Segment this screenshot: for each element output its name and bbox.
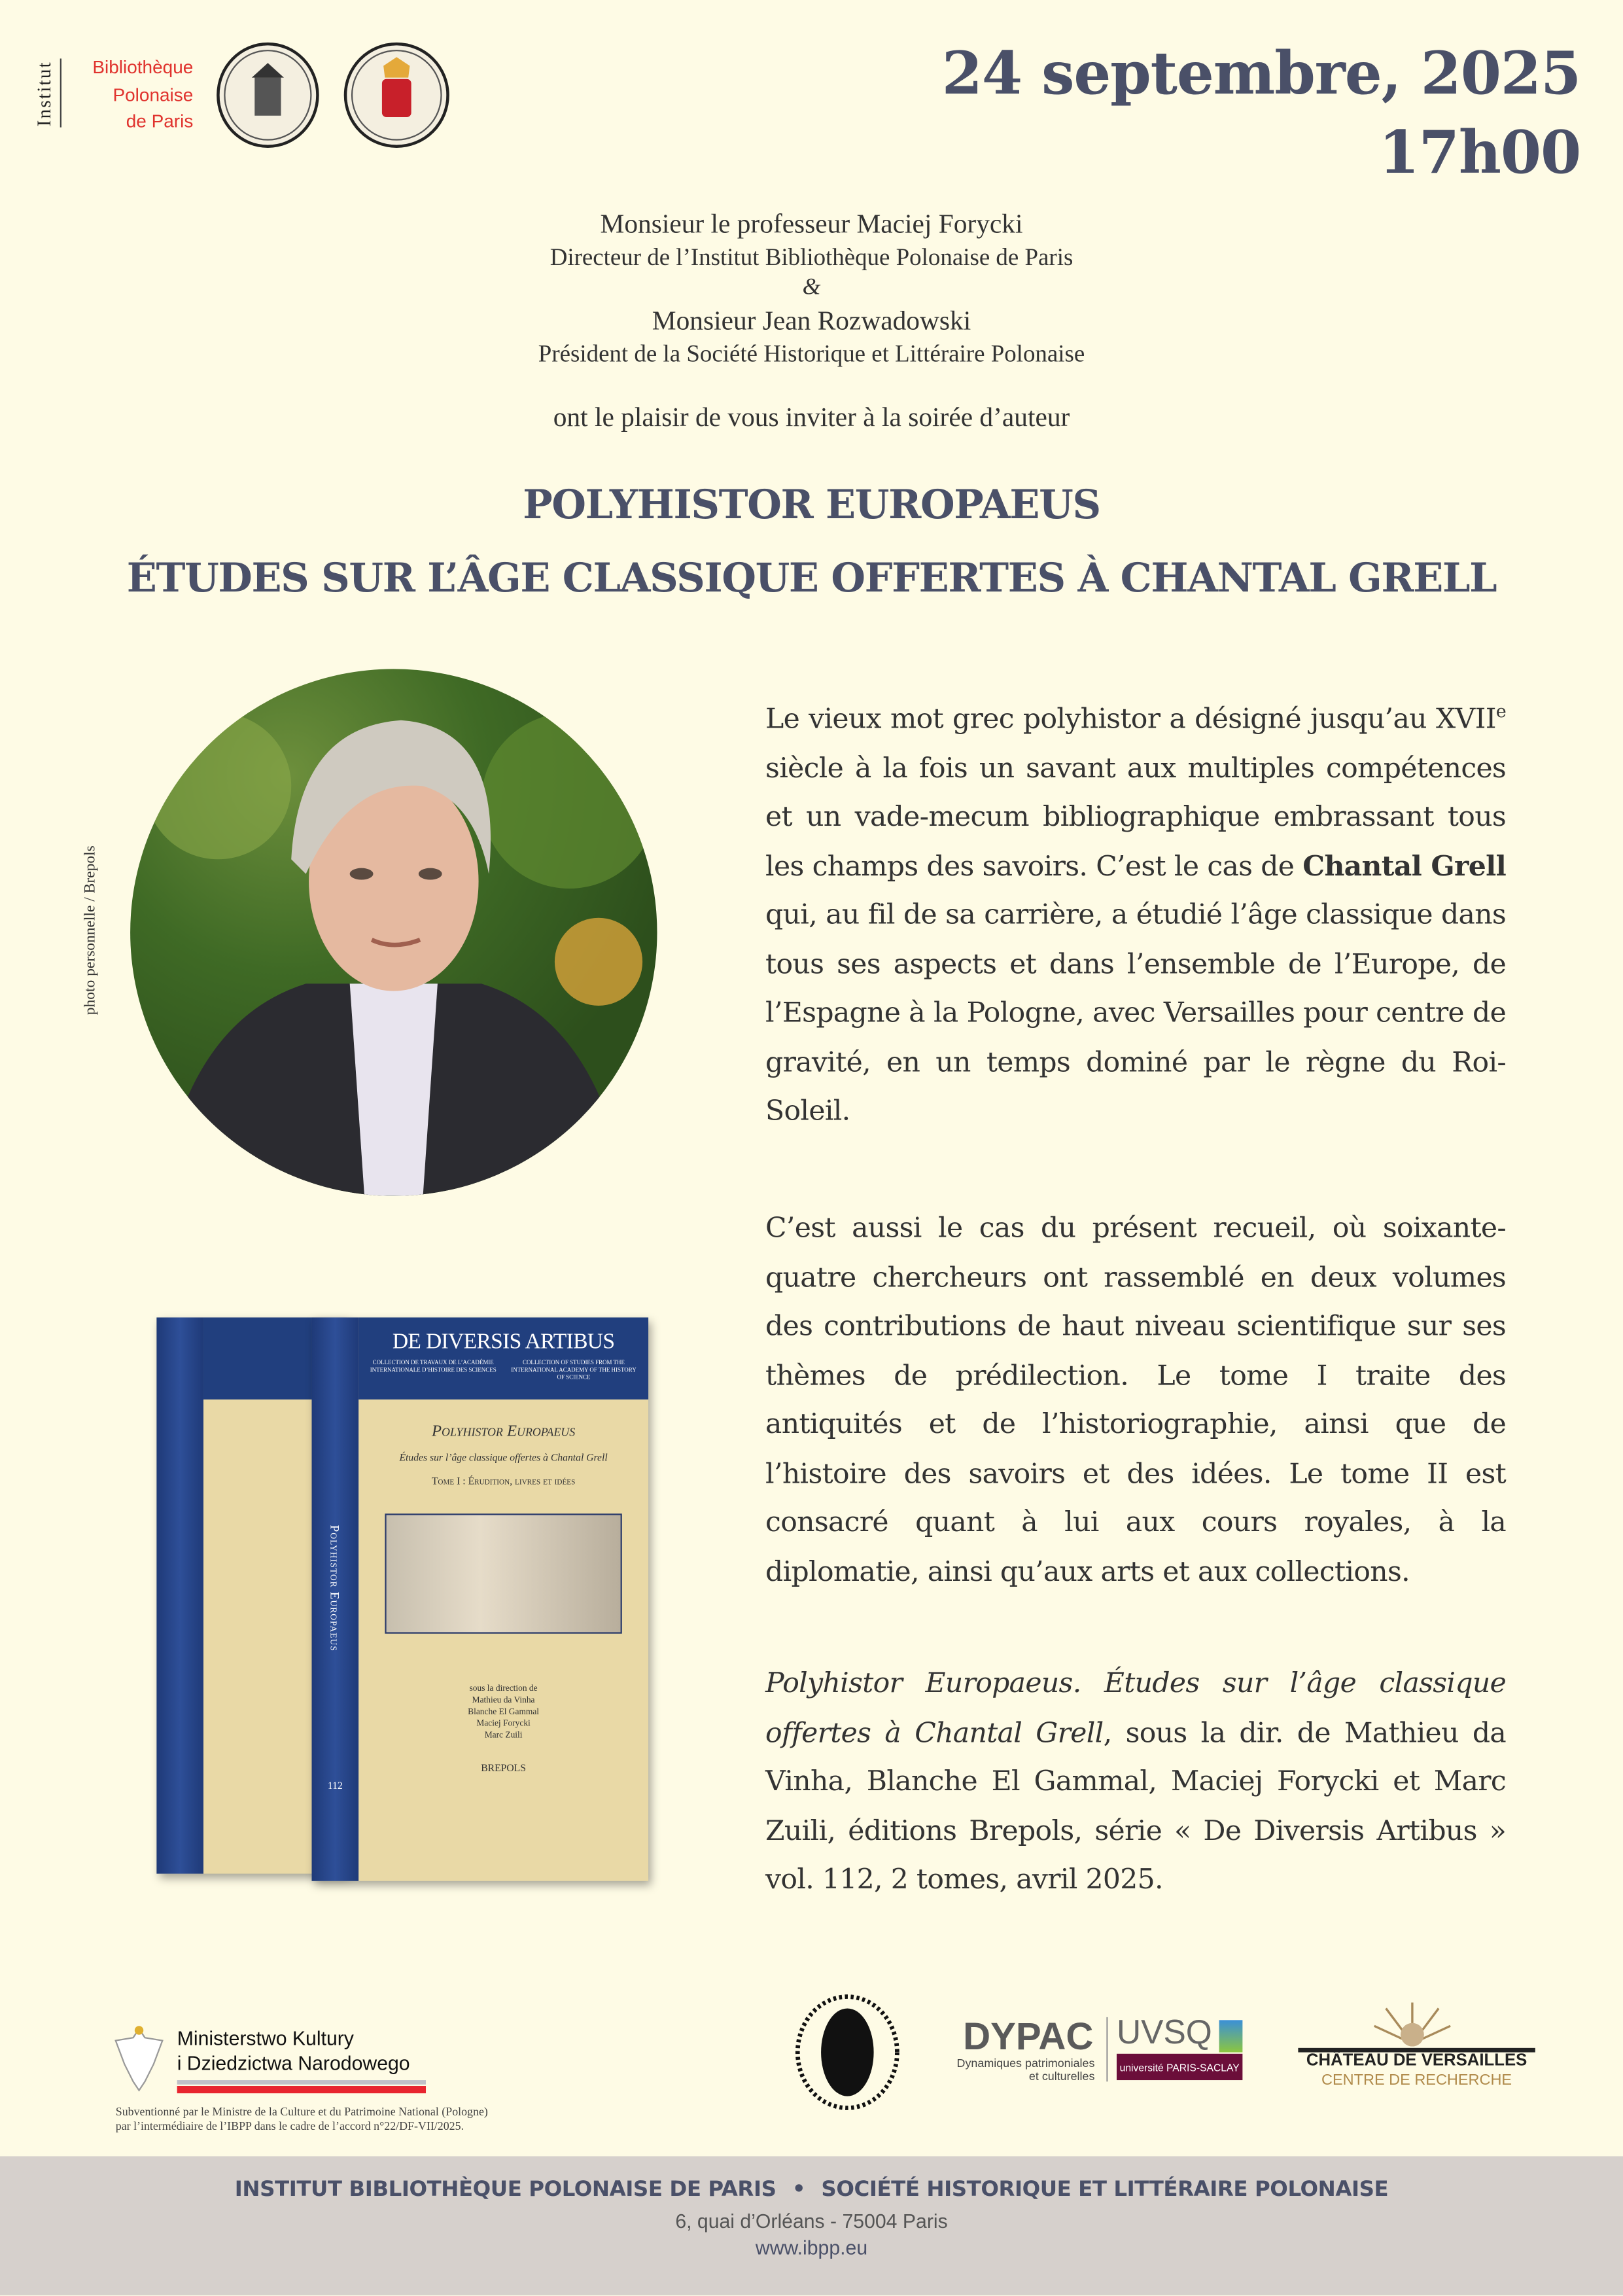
paragraph-intro: Le vieux mot grec polyhistor a désigné jusqu’au XVIIe siècle à la fois un savant aux multiples compétences et un vade-mecum bibliographique embrassant tous les champs des savoirs. C’est le cas de Chantal Grell qui, au fil de sa carrière, a étudié l’âge classique dans tous ses aspects et dans l’ensemble de l’Europe, de l’Espagne à la Pologne, avec Versailles pour centre de gravité, en un temps dominé par le règne du Roi-Soleil.: [765, 701, 1507, 1128]
event-date: 24 septembre, 2025 17h00: [942, 35, 1580, 194]
ministry-logo-text: Ministerstwo Kultury i Dziedzictwa Narodowego: [177, 2027, 410, 2075]
invitation-line: ont le plaisir de vous inviter à la soirée d’auteur: [553, 404, 1070, 434]
invitation-page: Institut Bibliothèque Polonaise de Paris 24 septembre, 2025 17h00 Monsieur le professeur Maciej Forycki Directeur de l’Institut Bibliothèque Polonaise de Paris & Monsieur Jean Rozwadowski Président de la Société Historique et Littéraire Polonaise ont le plaisir de vous inviter à la soirée d’auteur POLYHISTOR EUROPAEUS ÉTUDES SUR L’ÂGE CLASSIQUE OFFERTES À CHANTAL GRELL photo personnelle / Brepols Le vieux mot grec polyhistor a désigné jusqu’au XVIIe siècle à la fois un savant aux multiples compétences et un vade-mecum bibliographique embrassant tous les champs des savoirs. C’est le cas de Chantal Grell qui, au fil de sa carrière, a étudié l’âge classique dans tous ses aspects et dans l’ensemble de l’Europe, de l’Espagne à la Pologne, avec Versailles pour centre de gravité, en un temps dominé par le règne du Roi-Soleil. C’est aussi le cas du présent recueil, où soixante-quatre chercheurs ont rassemblé en deux volumes des contributions de haut niveau scientifique sur ses thèmes de prédilection. Le tome I traite des antiquités et de l’historiographie, ainsi que de l’histoire des savoirs et des idées. Le tome II est consacré quant à lui aux cours royales, à la diplomatie, ainsi qu’aux arts et aux collections. Polyhistor Europaeus. Études sur l’âge classique offertes à Chantal Grell, sous la dir. de Mathieu da Vinha, Blanche El Gammal, Maciej Forycki et Marc Zuili, éditions Brepols, série « De Diversis Artibus » vol. 112, 2 tomes, avril 2025. Polyhistor Europaeus 112 DE DIVERSIS ARTIBUS COLLECTION DE TRAVAUX DE L’ACADÉMIE INTERNATIONALE D’HISTOIRE DES SCIENCES COLLECTION OF STUDIES FROM THE INTERNATIONAL ACADEMY OF THE HISTORY OF SCIENCE Polyhistor Europaeus Études sur l’âge classique offertes à Chantal Grell Tome I : Érudition, livres et idées sous la direction de Mathieu da Vinha Blanche El Gammal Maciej Forycki Marc Zuili BREPOLS Ministerstwo Kultury i Dziedzictwa Narodowego Subventionné par le Ministre de la Culture et du Patrimoine National (Pologne) par l’intermédiaire de l’IBPP dans le cadre de l’accord n°22/DF-VII/2025. DYPAC Dynamiques patrimoniales et culturelles UVSQ université PARIS-SACLAY CHÂTEAU DE VERSAILLES CENTRE DE RECHERCHE INSTITUT BIBLIOTHÈQUE POLONAISE DE PARIS • SOCIÉTÉ HISTORIQUE ET LITTÉRAIRE POLONAISE 6, quai d’Orléans - 75004 Paris www.ibpp.eu: [0, 0, 1623, 2295]
book-spine: Polyhistor Europaeus 112: [312, 1317, 359, 1881]
paragraph-reference: Polyhistor Europaeus. Études sur l’âge classique offertes à Chantal Grell, sous la dir. de Mathieu da Vinha, Blanche El Gammal, Maciej Forycki et Marc Zuili, éditions Brepols, série « De Diversis Artibus » vol. 112, 2 tomes, avril 2025.: [765, 1667, 1507, 1896]
sun-emblem-icon: [1369, 2000, 1456, 2047]
versailles-logo: CHÂTEAU DE VERSAILLES: [1306, 2052, 1527, 2070]
polish-eagle-icon: [110, 2023, 168, 2093]
author-portrait: [130, 669, 657, 1195]
event-title-line2: ÉTUDES SUR L’ÂGE CLASSIQUE OFFERTES À CHANTAL GRELL: [126, 556, 1497, 602]
ibpp-seal-icon: [217, 43, 319, 148]
footer: [0, 2156, 1623, 2295]
host1-title: Directeur de l’Institut Bibliothèque Polonaise de Paris: [550, 243, 1073, 271]
polish-flag-bar: [177, 2086, 426, 2093]
ampersand: &: [802, 275, 821, 300]
series-band: DE DIVERSIS ARTIBUS COLLECTION DE TRAVAUX DE L’ACADÉMIE INTERNATIONALE D’HISTOIRE DES SCIENCES COLLECTION OF STUDIES FROM THE INTERNATIONAL ACADEMY OF THE HISTORY OF SCIENCE: [358, 1317, 648, 1399]
host2-title: Président de la Société Historique et Littéraire Polonaise: [538, 340, 1085, 368]
institut-vertical-label: Institut: [33, 61, 55, 127]
paris-saclay-logo: université PARIS-SACLAY: [1117, 2054, 1242, 2080]
paragraph-collection: C’est aussi le cas du présent recueil, où soixante-quatre chercheurs ont rassemblé en deux volumes des contributions de haut niveau scientifique sur ses thèmes de prédilection. Le tome I traite des antiquités et de l’historiographie, ainsi que de l’histoire des savoirs et des idées. Le tome II est consacré quant à lui aux cours royales, à la diplomatie, ainsi qu’aux arts et aux collections.: [765, 1212, 1507, 1588]
series-french: COLLECTION DE TRAVAUX DE L’ACADÉMIE INTERNATIONALE D’HISTOIRE DES SCIENCES: [370, 1358, 497, 1373]
event-title-line1: POLYHISTOR EUROPAEUS: [523, 483, 1100, 529]
aihs-logo-icon: [794, 1994, 902, 2111]
institut-logo-text: Bibliothèque Polonaise de Paris: [92, 57, 194, 132]
book-spine: [156, 1317, 203, 1873]
logo-divider: [60, 58, 61, 127]
series-english: COLLECTION OF STUDIES FROM THE INTERNATIONAL ACADEMY OF THE HISTORY OF SCIENCE: [511, 1358, 637, 1381]
dypac-logo: DYPAC: [963, 2014, 1094, 2058]
cover-engraving: [385, 1513, 621, 1633]
footer-organizations: INSTITUT BIBLIOTHÈQUE POLONAISE DE PARIS • SOCIÉTÉ HISTORIQUE ET LITTÉRAIRE POLONAISE: [234, 2178, 1389, 2202]
photo-credit: photo personnelle / Brepols: [82, 845, 99, 1016]
host2-name: Monsieur Jean Rozwadowski: [652, 307, 971, 337]
book-tome-1: Polyhistor Europaeus 112 DE DIVERSIS ARTIBUS COLLECTION DE TRAVAUX DE L’ACADÉMIE INTERNATIONALE D’HISTOIRE DES SCIENCES COLLECTION OF STUDIES FROM THE INTERNATIONAL ACADEMY OF THE HISTORY OF SCIENCE Polyhistor Europaeus Études sur l’âge classique offertes à Chantal Grell Tome I : Érudition, livres et idées sous la direction de Mathieu da Vinha Blanche El Gammal Maciej Forycki Marc Zuili BREPOLS: [312, 1317, 649, 1881]
host1-name: Monsieur le professeur Maciej Forycki: [600, 211, 1023, 240]
uvsq-logo: UVSQ: [1116, 2013, 1212, 2051]
event-time: 17h00: [1378, 118, 1581, 188]
footer-website-link[interactable]: www.ibpp.eu: [755, 2236, 868, 2259]
subsidy-note: Subventionné par le Ministre de la Culture et du Patrimoine National (Pologne) par l’intermédiaire de l’IBPP dans le cadre de l’accord n°22/DF-VII/2025.: [115, 2105, 488, 2133]
footer-address: 6, quai d’Orléans - 75004 Paris: [675, 2210, 948, 2233]
shlp-seal-icon: [344, 43, 449, 148]
